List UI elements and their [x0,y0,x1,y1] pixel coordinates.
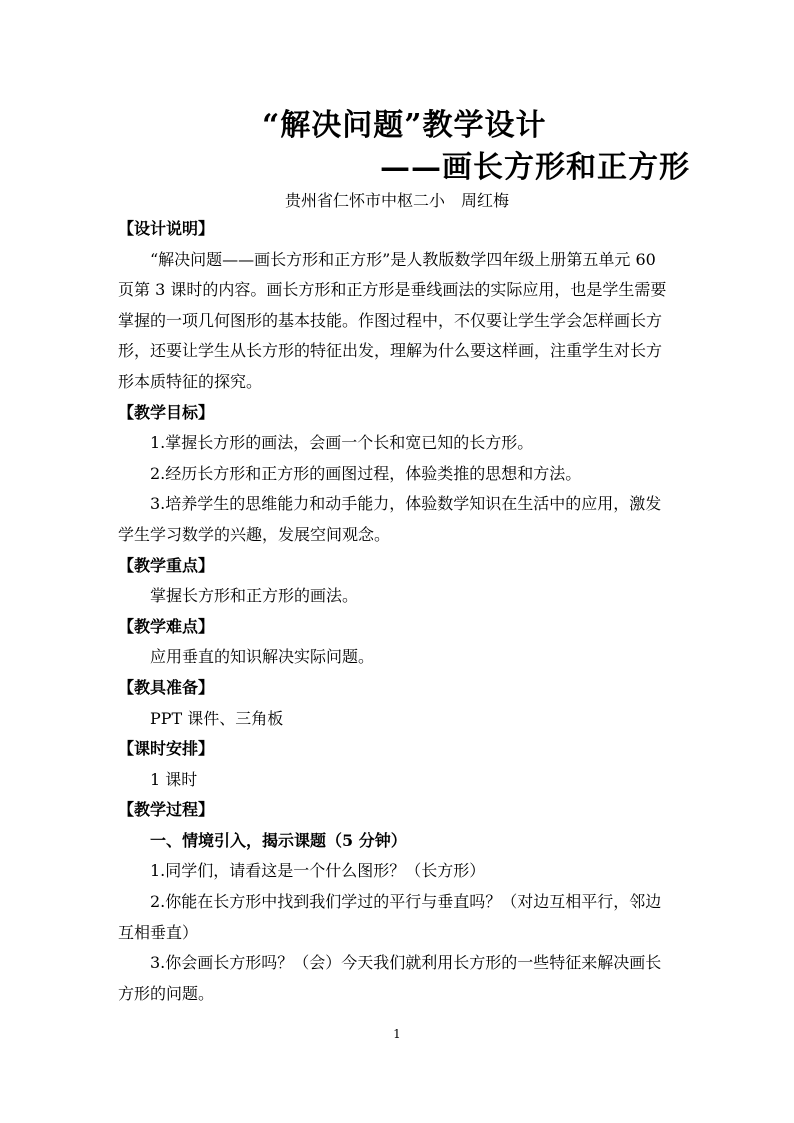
question-1: 1.同学们，请看这是一个什么图形？（长方形） [150,861,486,881]
difficulty-text: 应用垂直的知识解决实际问题。 [150,647,375,667]
tools-text: PPT 课件、三角板 [150,708,284,728]
goal-2: 2.经历长方形和正方形的画图过程，体验类推的思想和方法。 [150,463,582,483]
design-text: “解决问题——画长方形和正方形”是人教版数学四年级上册第五单元 60 页第 3 课时的内容。画长方形和正方形是垂线画法的实际应用，也是学生需要掌握的一项几何图形的基本技能。作图过程中，不仅要让学生学会怎样画长方形，还要让学生从长方形的特征出发，理解为什么要这样画，注重学生对长方形本质特征的探究。 [118,249,667,391]
difficulty-header: 【教学难点】 [118,616,215,636]
author-line: 贵州省仁怀市中枢二小 周红梅 [285,191,510,210]
document-subtitle: ——画长方形和正方形 [380,150,690,185]
page-number: 1 [393,1027,401,1041]
step-1-title: 一、情境引入，揭示课题（5 分钟） [150,830,407,850]
goal-3: 3.培养学生的思维能力和动手能力，体验数学知识在生活中的应用，激发学生学习数学的兴趣，发展空间观念。 [118,494,662,544]
question-2: 2.你能在长方形中找到我们学过的平行与垂直吗？（对边互相平行，邻边互相垂直） [118,892,662,942]
goal-1: 1.掌握长方形的画法，会画一个长和宽已知的长方形。 [150,433,534,453]
design-header: 【设计说明】 [118,219,215,238]
key-header: 【教学重点】 [118,555,215,575]
process-header: 【教学过程】 [118,800,215,820]
time-text: 1 课时 [150,769,198,789]
document-title: “解决问题”教学设计 [262,108,547,143]
question-3: 3.你会画长方形吗？（会）今天我们就利用长方形的一些特征来解决画长方形的问题。 [118,953,662,1003]
key-text: 掌握长方形和正方形的画法。 [150,586,359,606]
time-header: 【课时安排】 [118,739,215,759]
tools-header: 【教具准备】 [118,677,215,697]
goals-header: 【教学目标】 [118,402,215,422]
document-body [118,214,674,1009]
